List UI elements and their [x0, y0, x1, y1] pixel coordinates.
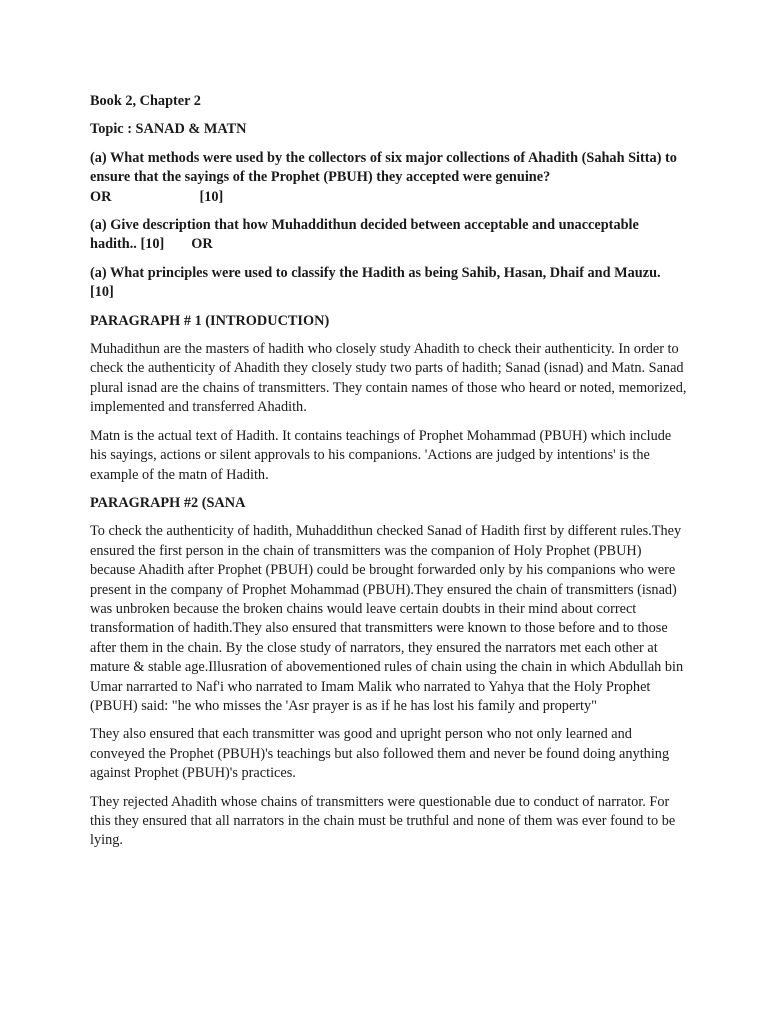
- question-1: [90, 149, 688, 207]
- question-3-marks: [10]: [90, 284, 114, 301]
- paragraph-1b-body: Matn is the actual text of Hadith. It contains teachings of Prophet Mohammad (PBUH) which include his sayings, actions or silent approvals to his companions. 'Actions are judged by intentions' is the example of the matn of Hadith.: [90, 427, 672, 483]
- paragraph-2c-body: They rejected Ahadith whose chains of transmitters were questionable due to conduct of narrator. For this they ensured that all narrators in the chain must be truthful and none of them was ever found to be lying.: [90, 793, 676, 849]
- topic-heading: Topic : SANAD & MATN: [90, 121, 247, 138]
- question-2: [90, 216, 688, 255]
- paragraph-1a-body: Muhadithun are the masters of hadith who closely study Ahadith to check their authenticity. In order to check the authenticity of Ahadith they closely study two parts of hadith; Sanad (isnad) and Matn. Sanad plural isnad are the chains of transmitters. They contain names of those who heard or noted, memorized, implemented and transferred Ahadith.: [90, 341, 687, 416]
- book-chapter-heading: Book 2, Chapter 2: [90, 93, 201, 109]
- question-2-or: OR: [191, 236, 213, 253]
- paragraph-2b-body: They also ensured that each transmitter was good and upright person who not only learned and conveyed the Prophet (PBUH)'s teachings but also followed them and never be found doing anything against Prophet (PBUH)'s practices.: [90, 726, 670, 782]
- question-3: [90, 264, 688, 303]
- question-1-or: OR: [90, 188, 112, 205]
- question-1-marks: [10]: [199, 188, 224, 205]
- question-2-marks: [10]: [140, 236, 165, 253]
- paragraph-1-heading: PARAGRAPH # 1 (INTRODUCTION): [90, 312, 330, 329]
- paragraph-2-heading: PARAGRAPH #2 (SANA: [90, 494, 246, 511]
- question-2-text: (a) Give description that how Muhaddithun decided between acceptable and unacceptable hadith..: [90, 217, 639, 253]
- paragraph-2a-body: To check the authenticity of hadith, Muhaddithun checked Sanad of Hadith first by different rules.They ensured the first person in the chain of transmitters was the companion of Holy Prophet (PBUH) because Ahadith after Prophet (PBUH) could be brought forwarded only by his companions who were present in the company of Prophet Mohammad (PBUH).They ensured the chain of transmitters (isnad) was unbroken because the broken chains would leave certain doubts in their mind about correct transformation of hadith.They also ensured that transmitters were known to those before and to those after them in the chain. By the close study of narrators, they ensured the narrators met each other at mature & stable age.Illusration of abovementioned rules of chain using the chain in which Abdullah bin Umar narrarted to Naf'i who narrated to Imam Malik who narrated to Yahya that the Holy Prophet (PBUH) said: "he who misses the 'Asr prayer is as if he has lost his family and property": [90, 523, 684, 714]
- question-3-text: (a) What principles were used to classify the Hadith as being Sahib, Hasan, Dhaif and Mauzu.: [90, 264, 661, 281]
- question-1-text: (a) What methods were used by the collectors of six major collections of Ahadith (Sahah Sitta) to ensure that the sayings of the Prophet (PBUH) they accepted were genuine?: [90, 149, 677, 186]
